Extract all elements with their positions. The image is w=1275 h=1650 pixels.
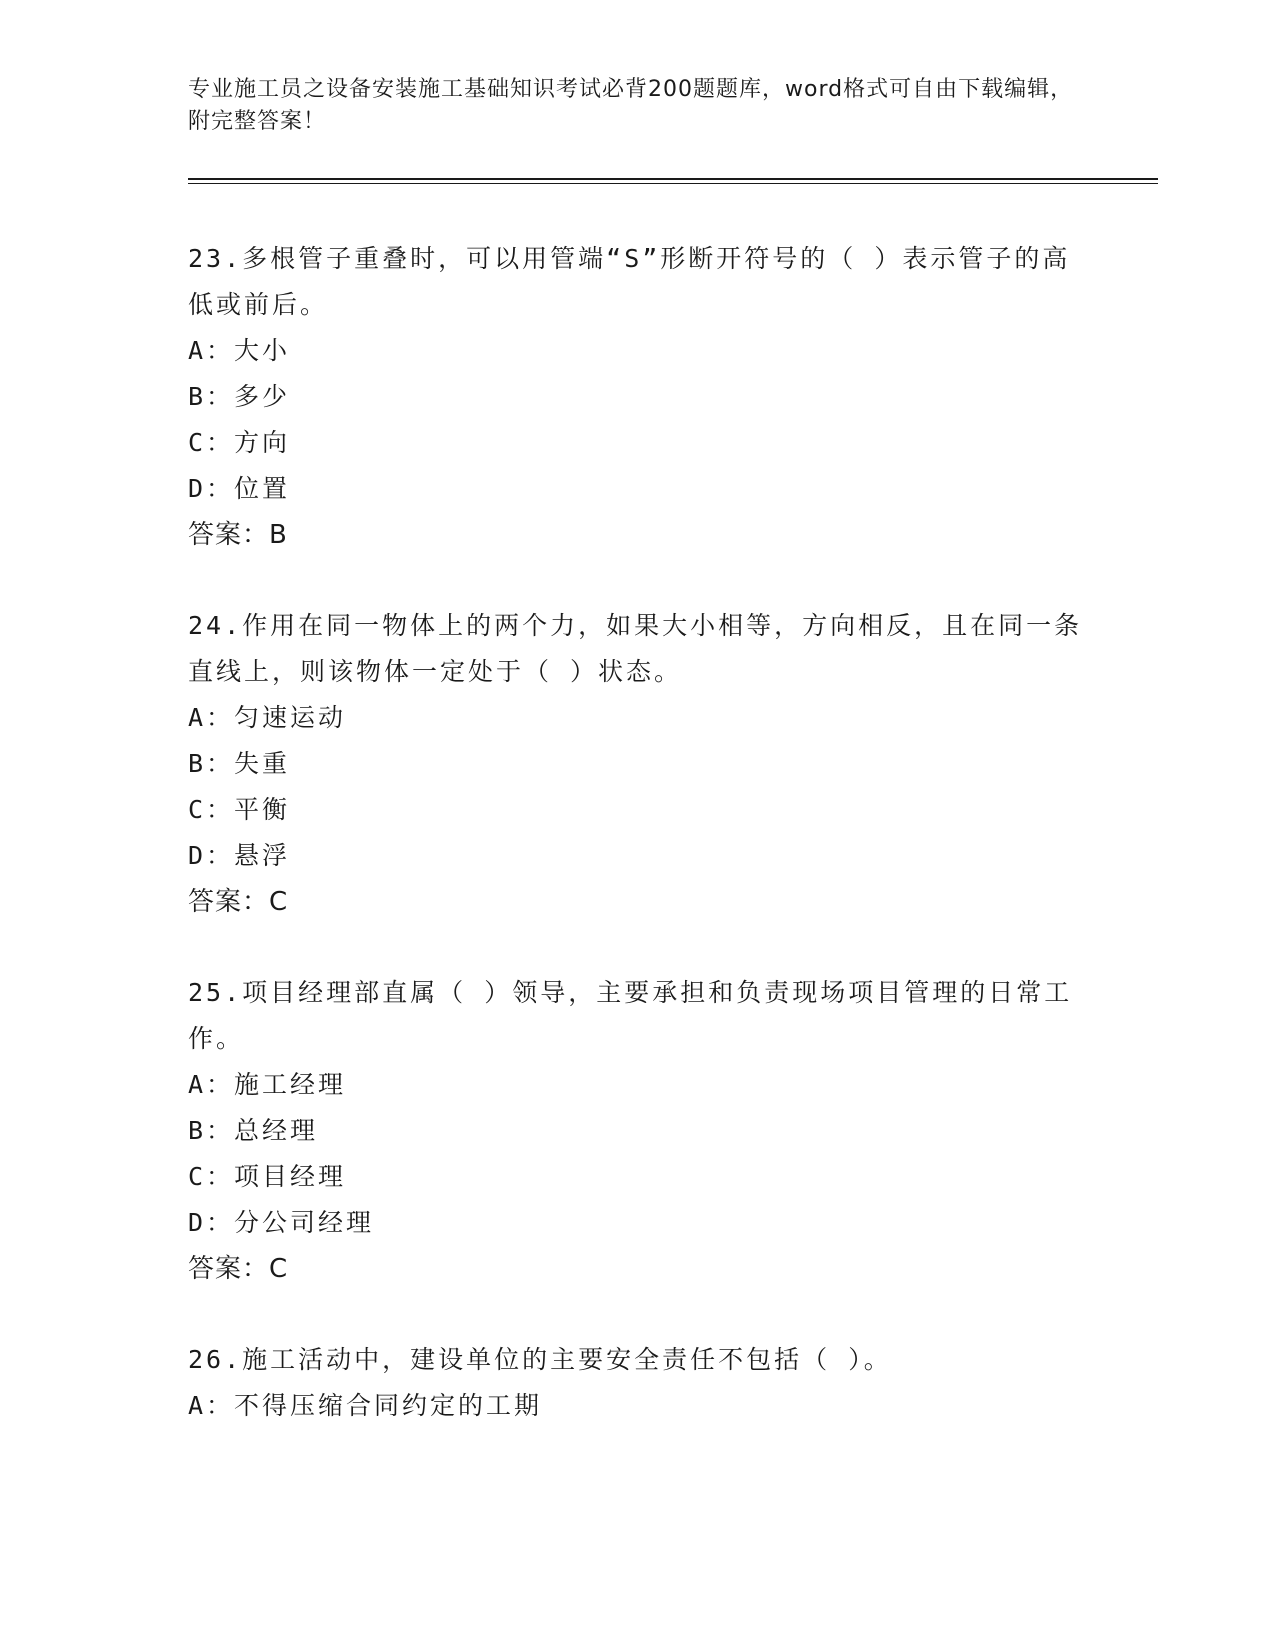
question-stem: 23.多根管子重叠时，可以用管端“S”形断开符号的（ ）表示管子的高低或前后。 bbox=[188, 244, 1071, 319]
option-b: B：总经理 bbox=[188, 1116, 319, 1145]
option-c: C：平衡 bbox=[188, 795, 291, 824]
answer: 答案：C bbox=[188, 1254, 289, 1284]
question-26 bbox=[188, 1337, 1088, 1429]
question-25 bbox=[188, 970, 1088, 1292]
option-d: D：分公司经理 bbox=[188, 1208, 375, 1237]
question-23 bbox=[188, 236, 1088, 558]
option-a: A：不得压缩合同约定的工期 bbox=[188, 1391, 543, 1420]
question-list bbox=[188, 236, 1088, 1474]
option-a: A：匀速运动 bbox=[188, 703, 347, 732]
question-24 bbox=[188, 603, 1088, 925]
header-rule bbox=[188, 178, 1158, 180]
question-stem: 24.作用在同一物体上的两个力，如果大小相等，方向相反，且在同一条直线上，则该物体一定处于（ ）状态。 bbox=[188, 611, 1083, 686]
option-d: D：悬浮 bbox=[188, 841, 291, 870]
question-stem: 26.施工活动中，建设单位的主要安全责任不包括（ ）。 bbox=[188, 1345, 892, 1374]
question-stem: 25.项目经理部直属（ ）领导，主要承担和负责现场项目管理的日常工作。 bbox=[188, 978, 1073, 1053]
option-c: C：方向 bbox=[188, 428, 291, 457]
option-b: B：失重 bbox=[188, 749, 291, 778]
answer: 答案：B bbox=[188, 520, 288, 550]
option-b: B：多少 bbox=[188, 382, 291, 411]
option-a: A：施工经理 bbox=[188, 1070, 347, 1099]
option-d: D：位置 bbox=[188, 474, 291, 503]
option-c: C：项目经理 bbox=[188, 1162, 347, 1191]
answer: 答案：C bbox=[188, 887, 289, 917]
page-header: 专业施工员之设备安装施工基础知识考试必背200题题库，word格式可自由下载编辑，附完整答案！ bbox=[188, 77, 1074, 134]
header-rule-thin bbox=[188, 183, 1158, 184]
option-a: A：大小 bbox=[188, 336, 291, 365]
